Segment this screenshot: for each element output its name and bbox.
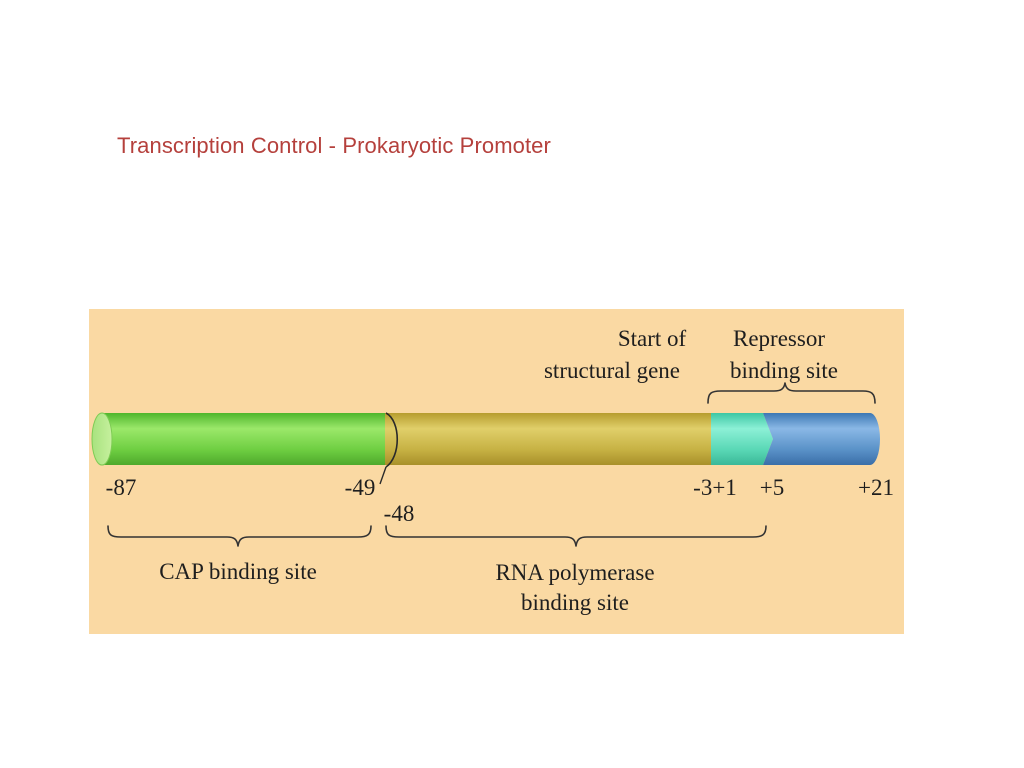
start-segment (711, 413, 773, 465)
cap-brace (108, 526, 371, 546)
promoter-diagram-svg (89, 309, 904, 634)
position-minus-49: -49 (344, 475, 376, 500)
tube-right-end (860, 413, 880, 465)
slide-title: Transcription Control - Prokaryotic Promoter (117, 133, 551, 158)
position-minus-3-plus-1: -3+1 (693, 475, 737, 500)
start-of-structural-gene-label-line2: structural gene (543, 358, 681, 383)
repressor-brace (708, 383, 875, 403)
promoter-diagram (89, 309, 904, 634)
tube-left-cap (92, 413, 112, 465)
cap-segment (101, 413, 385, 465)
rna-polymerase-binding-site-label-line2: binding site (521, 590, 629, 615)
repressor-binding-site-label-line2: binding site (730, 358, 838, 383)
start-of-structural-gene-label-line1: Start of (617, 326, 687, 351)
rnap-segment (385, 413, 715, 465)
repressor-binding-site-label-line1: Repressor (733, 326, 825, 351)
position-plus-21: +21 (858, 475, 894, 500)
position-plus-5: +5 (759, 475, 785, 500)
position-minus-48: -48 (383, 501, 415, 526)
rnap-brace (386, 526, 766, 546)
position-minus-87: -87 (105, 475, 137, 500)
repressor-segment (763, 413, 870, 465)
boundary-tick (380, 467, 386, 484)
cap-binding-site-label: CAP binding site (159, 559, 317, 584)
rna-polymerase-binding-site-label-line1: RNA polymerase (495, 560, 655, 585)
